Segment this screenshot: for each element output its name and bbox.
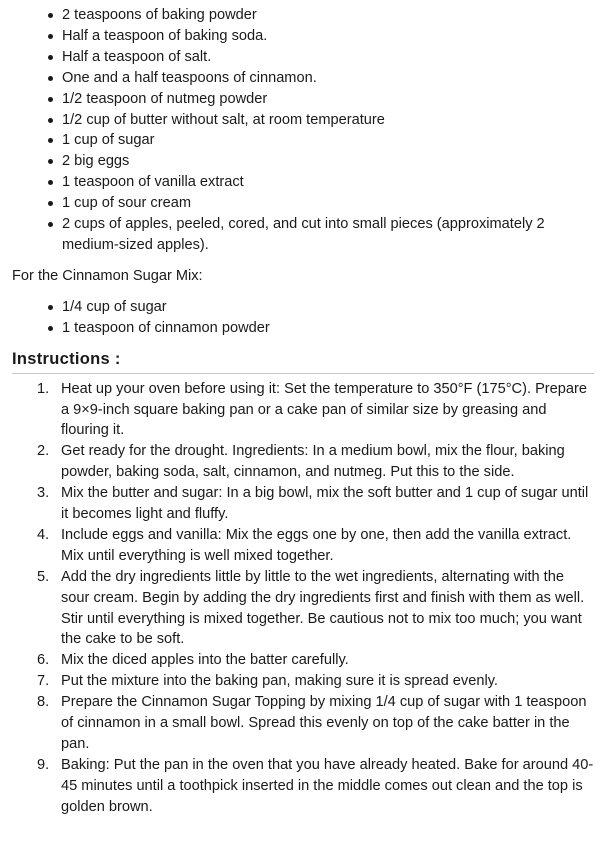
cinnamon-sugar-item: 1/4 cup of sugar [48, 297, 594, 318]
ingredient-item: One and a half teaspoons of cinnamon. [48, 68, 594, 89]
ingredient-list [12, 0, 594, 256]
instruction-step [37, 692, 594, 755]
ingredient-item: 1/2 cup of butter without salt, at room temperature [48, 110, 594, 131]
step-text: Add the dry ingredients little by little to the wet ingredients, alternating with the sour cream. Begin by adding the dry ingredients first and finish with them as well. Stir until everything is mixed together. Be cautious not to mix too much; you want the cake to be soft. [61, 568, 585, 648]
ingredient-item: 1 cup of sugar [48, 130, 594, 151]
step-text: Put the mixture into the baking pan, making sure it is spread evenly. [61, 673, 498, 690]
step-number: 4. [37, 526, 50, 543]
step-text: Heat up your oven before using it: Set the temperature to 350°F (175°C). Prepare a 9×9-inch square baking pan or a cake pan of similar size by greasing and flouring it. [61, 380, 587, 439]
instruction-step [37, 755, 594, 818]
ingredient-item: 2 teaspoons of baking powder [48, 5, 594, 26]
instructions-heading: Instructions : [12, 348, 594, 374]
instruction-step [37, 483, 594, 525]
step-text: Mix the butter and sugar: In a big bowl, mix the soft butter and 1 cup of sugar until it becomes light and fluffy. [61, 485, 589, 523]
ingredient-item: 1 teaspoon of vanilla extract [48, 172, 594, 193]
instruction-step [37, 379, 594, 442]
step-number: 2. [37, 443, 50, 460]
ingredient-item: Half a teaspoon of salt. [48, 47, 594, 68]
ingredient-item: 2 big eggs [48, 151, 594, 172]
step-number: 6. [37, 652, 50, 669]
instruction-step [37, 650, 594, 671]
instruction-step [37, 525, 594, 567]
step-number: 9. [37, 756, 50, 773]
step-text: Include eggs and vanilla: Mix the eggs one by one, then add the vanilla extract. Mix until everything is well mixed together. [61, 526, 572, 564]
ingredient-item: 1 cup of sour cream [48, 193, 594, 214]
instruction-step [37, 567, 594, 651]
instruction-steps [12, 374, 594, 818]
step-number: 5. [37, 568, 50, 585]
step-number: 3. [37, 485, 50, 502]
cinnamon-sugar-item: 1 teaspoon of cinnamon powder [48, 318, 594, 339]
cinnamon-sugar-heading: For the Cinnamon Sugar Mix: [12, 267, 203, 284]
ingredient-item: 2 cups of apples, peeled, cored, and cut into small pieces (approximately 2 medium-sized apples). [48, 214, 594, 256]
step-text: Baking: Put the pan in the oven that you have already heated. Bake for around 40-45 minutes until a toothpick inserted in the middle comes out clean and the top is golden brown. [61, 756, 594, 815]
instruction-step [37, 671, 594, 692]
step-text: Prepare the Cinnamon Sugar Topping by mixing 1/4 cup of sugar with 1 teaspoon of cinnamon in a small bowl. Spread this evenly on top of the cake batter in the pan. [61, 694, 587, 752]
step-number: 8. [37, 694, 50, 711]
instruction-step [37, 441, 594, 483]
cinnamon-sugar-list [12, 297, 594, 339]
ingredient-item: Half a teaspoon of baking soda. [48, 26, 594, 47]
ingredient-item: 1/2 teaspoon of nutmeg powder [48, 89, 594, 110]
step-text: Mix the diced apples into the batter carefully. [61, 652, 349, 669]
step-text: Get ready for the drought. Ingredients: In a medium bowl, mix the flour, baking powder, baking soda, salt, cinnamon, and nutmeg. Put this to the side. [61, 443, 565, 481]
step-number: 1. [37, 380, 50, 397]
step-number: 7. [37, 673, 50, 690]
